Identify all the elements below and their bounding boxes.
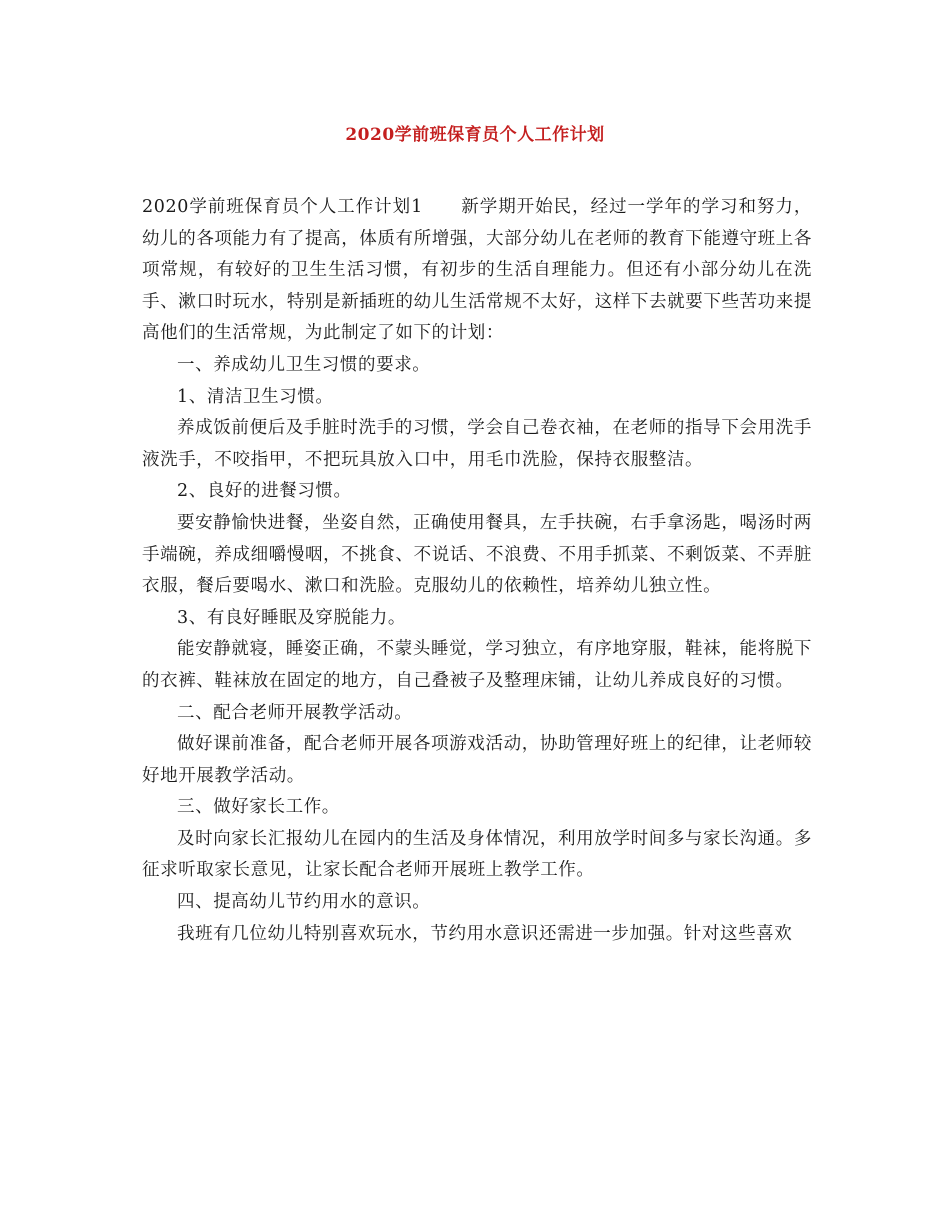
paragraph-lead (142, 192, 812, 350)
paragraph: 养成饭前便后及手脏时洗手的习惯，学会自己卷衣袖，在老师的指导下会用洗手液洗手，不咬指甲，不把玩具放入口中，用毛巾洗脸，保持衣服整洁。 (142, 418, 812, 470)
document-title: 2020学前班保育员个人工作计划 (345, 125, 605, 145)
subsection-heading: 1、清洁卫生习惯。 (177, 386, 334, 407)
subsection-heading: 2、良好的进餐习惯。 (177, 481, 352, 502)
paragraph: 能安静就寝，睡姿正确，不蒙头睡觉，学习独立，有序地穿服，鞋袜，能将脱下的衣裤、鞋袜放在固定的地方，自己叠被子及整理床铺，让幼儿养成良好的习惯。 (142, 639, 812, 691)
section-heading: 一、养成幼儿卫生习惯的要求。 (177, 354, 431, 375)
lead-heading: 2020学前班保育员个人工作计划1 (142, 197, 423, 217)
paragraph: 要安静愉快进餐，坐姿自然，正确使用餐具，左手扶碗，右手拿汤匙，喝汤时两手端碗，养成细嚼慢咽，不挑食、不说话、不浪费、不用手抓菜、不剩饭菜、不弄脏衣服，餐后要喝水、漱口和洗脸。克服幼儿的依赖性，培养幼儿独立性。 (142, 512, 812, 597)
subsection-heading: 3、有良好睡眠及穿脱能力。 (177, 607, 406, 628)
paragraph: 及时向家长汇报幼儿在园内的生活及身体情况，利用放学时间多与家长沟通。多征求听取家长意见，让家长配合老师开展班上教学工作。 (142, 828, 812, 881)
section-heading: 二、配合老师开展教学活动。 (177, 702, 413, 723)
paragraph: 我班有几位幼儿特别喜欢玩水，节约用水意识还需进一步加强。针对这些喜欢 (177, 923, 793, 944)
lead-text: 新学期开始民，经过一学年的学习和努力，幼儿的各项能力有了提高，体质有所增强，大部分幼儿在老师的教育下能遵守班上各项常规，有较好的卫生生活习惯，有初步的生活自理能力。但还有小部分幼儿在洗手、漱口时玩水，特别是新插班的幼儿生活常规不太好，这样下去就要下些苦功来提高他们的生活常规，为此制定了如下的计划： (142, 197, 812, 344)
section-heading: 三、做好家长工作。 (177, 797, 340, 818)
paragraph: 做好课前准备，配合老师开展各项游戏活动，协助管理好班上的纪律，让老师较好地开展教学活动。 (142, 734, 812, 786)
document-body (142, 192, 812, 950)
section-heading: 四、提高幼儿节约用水的意识。 (177, 892, 431, 913)
